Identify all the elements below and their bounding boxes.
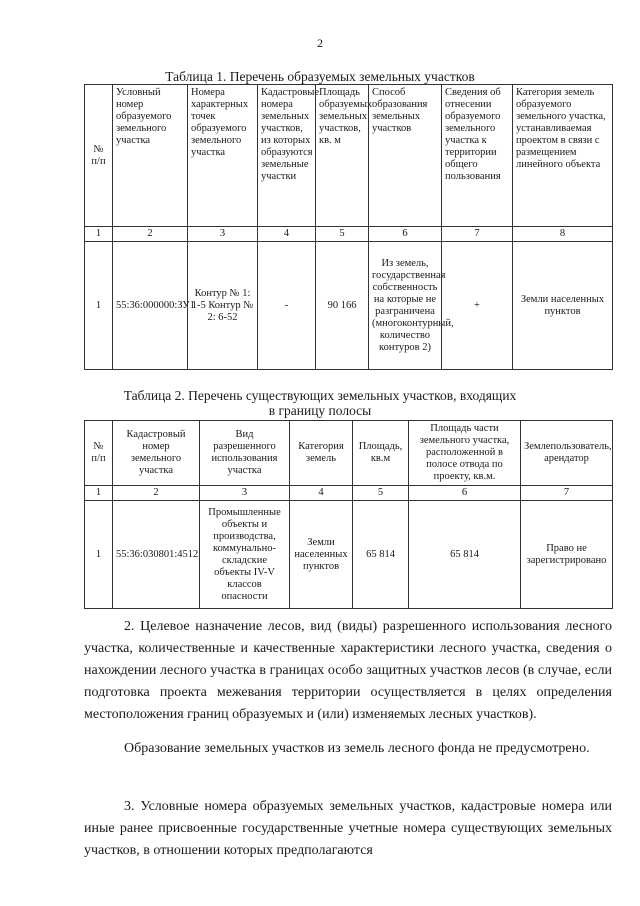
t1-h-cadastral: Кадастровые номера земельных участков, из которых образуются земельные участки — [258, 85, 316, 227]
t1-cond-number: 55:36:000000:ЗУ1 — [113, 242, 188, 370]
t2-h-user: Землепользователь, арендатор — [521, 421, 613, 486]
table1-row — [85, 242, 613, 370]
t2-colnum: 1 — [85, 486, 113, 501]
t1-public-use: + — [442, 242, 513, 370]
t2-cadastral: 55:36:030801:4512 — [113, 501, 200, 609]
t1-colnum: 6 — [369, 227, 442, 242]
t2-colnum: 2 — [113, 486, 200, 501]
t1-colnum: 7 — [442, 227, 513, 242]
t1-num: 1 — [85, 242, 113, 370]
table2-caption-line2: в границу полосы — [268, 403, 372, 418]
t2-h-use: Вид разрешенного использования участка — [200, 421, 290, 486]
t1-h-method: Способ образования земельных участков — [369, 85, 442, 227]
t1-colnum: 3 — [188, 227, 258, 242]
t1-points: Контур № 1: 1-5 Контур № 2: 6-52 — [188, 242, 258, 370]
t2-colnum: 6 — [409, 486, 521, 501]
paragraph-2: 2. Целевое назначение лесов, вид (виды) разрешенного использования лесного участка, количественные и качественные характеристики лесного участка, сведения о нахождении лесного участка в границах особо защитных участков лесов (в случае, если подготовка проекта межевания территории осуществляется в целях определения местоположения границ образуемых и (или) изменяемых лесных участков). — [84, 619, 612, 722]
t2-area: 65 814 — [353, 501, 409, 609]
t1-colnum: 2 — [113, 227, 188, 242]
t2-h-cadastral: Кадастровый номер земельного участка — [113, 421, 200, 486]
t2-colnum: 7 — [521, 486, 613, 501]
t1-colnum: 5 — [316, 227, 369, 242]
t2-colnum: 4 — [290, 486, 353, 501]
t1-h-category: Категория земель образуемого земельного участка, устанавливаемая проектом в связи с размещением линейного объекта — [513, 85, 613, 227]
table2 — [84, 420, 613, 609]
t2-category: Земли населенных пунктов — [290, 501, 353, 609]
t1-colnum: 1 — [85, 227, 113, 242]
t2-h-category: Категория земель — [290, 421, 353, 486]
t2-h-area: Площадь, кв.м — [353, 421, 409, 486]
table2-colnum-row — [85, 486, 613, 501]
paragraph-forest: Образование земельных участков из земель лесного фонда не предусмотрено. — [124, 741, 590, 756]
table1-caption: Таблица 1. Перечень образуемых земельных участков — [165, 69, 475, 84]
table1-colnum-row — [85, 227, 613, 242]
t1-area: 90 166 — [316, 242, 369, 370]
t1-h-cond-number: Условный номер образуемого земельного участка — [113, 85, 188, 227]
t1-cadastral: - — [258, 242, 316, 370]
t2-part-area: 65 814 — [409, 501, 521, 609]
t1-h-area: Площадь образуемых земельных участков, кв. м — [316, 85, 369, 227]
t2-h-num: № п/п — [85, 421, 113, 486]
t1-h-public-use: Сведения об отнесении образуемого земельного участка к территории общего пользования — [442, 85, 513, 227]
page-number: 2 — [317, 36, 323, 50]
t1-h-num: № п/п — [85, 85, 113, 227]
t1-colnum: 4 — [258, 227, 316, 242]
t2-num: 1 — [85, 501, 113, 609]
t2-h-part-area: Площадь части земельного участка, расположенной в полосе отвода по проекту, кв.м. — [409, 421, 521, 486]
t1-category: Земли населенных пунктов — [513, 242, 613, 370]
table2-row — [85, 501, 613, 609]
t2-colnum: 3 — [200, 486, 290, 501]
t2-colnum: 5 — [353, 486, 409, 501]
t2-use: Промышленные объекты и производства, коммунально-складские объекты IV-V классов опасности — [200, 501, 290, 609]
t1-h-points: Номера характерных точек образуемого земельного участка — [188, 85, 258, 227]
t1-method: Из земель, государственная собственность на которые не разграничена (многоконтурный, количество контуров 2) — [369, 242, 442, 370]
t1-colnum: 8 — [513, 227, 613, 242]
t2-user: Право не зарегистрировано — [521, 501, 613, 609]
table2-caption-line1: Таблица 2. Перечень существующих земельных участков, входящих — [123, 388, 517, 403]
paragraph-3: 3. Условные номера образуемых земельных участков, кадастровые номера или иные ранее присвоенные государственные учетные номера существующих земельных участков, в отношении которых предполагаются — [84, 799, 612, 858]
table1-header-row — [85, 85, 613, 227]
table1 — [84, 84, 613, 370]
table2-header-row — [85, 421, 613, 486]
